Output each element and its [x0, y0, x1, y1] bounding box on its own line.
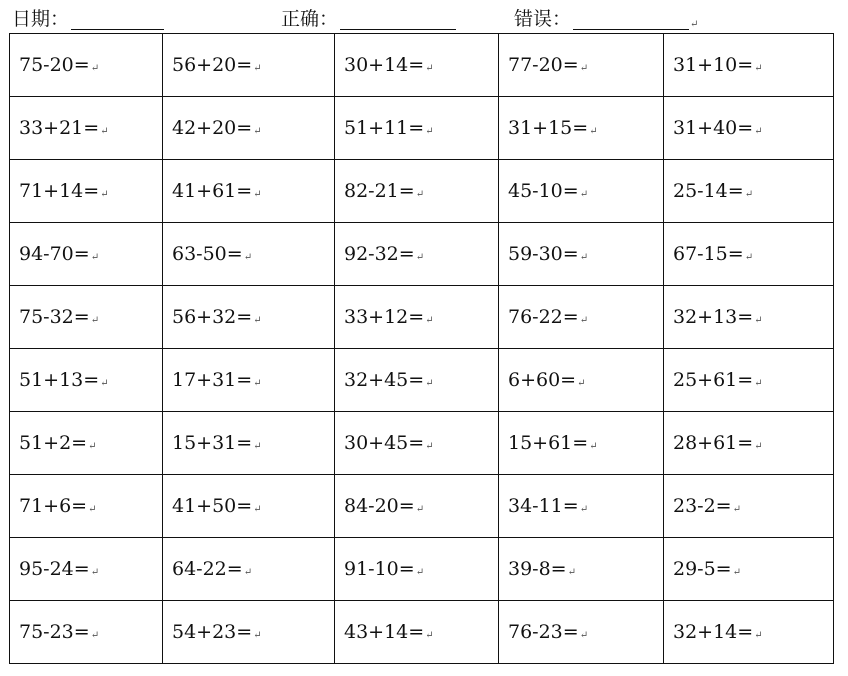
problem-text: 71+6= — [19, 495, 88, 517]
problem-cell — [335, 412, 499, 475]
table-row — [10, 97, 834, 160]
problem-text: 34-11= — [508, 495, 579, 517]
problem-text: 91-10= — [344, 558, 415, 580]
problem-cell — [163, 412, 335, 475]
table-row — [10, 286, 834, 349]
paragraph-mark-icon: ↵ — [90, 63, 100, 74]
problem-cell — [664, 223, 834, 286]
problem-cell — [335, 34, 499, 97]
paragraph-mark-icon: ↵ — [100, 189, 109, 200]
correct-label: 正确： — [281, 8, 339, 30]
paragraph-mark-icon: ↵ — [579, 504, 589, 515]
problem-cell — [664, 349, 834, 412]
problem-cell — [499, 349, 664, 412]
problem-text: 43+14= — [344, 621, 425, 643]
paragraph-mark-icon: ↵ — [579, 630, 589, 641]
paragraph-mark-icon: ↵ — [754, 630, 763, 641]
arithmetic-table — [9, 33, 834, 664]
problem-text: 15+61= — [508, 432, 589, 454]
problem-cell — [664, 286, 834, 349]
problem-text: 32+45= — [344, 369, 425, 391]
problem-text: 31+10= — [673, 54, 754, 76]
problem-text: 33+12= — [344, 306, 425, 328]
problem-text: 41+61= — [172, 180, 253, 202]
table-row — [10, 475, 834, 538]
paragraph-mark-icon: ↵ — [253, 504, 262, 515]
problem-cell — [335, 286, 499, 349]
problem-cell — [10, 412, 163, 475]
table-row — [10, 538, 834, 601]
paragraph-mark-icon: ↵ — [253, 315, 262, 326]
problem-cell — [10, 160, 163, 223]
paragraph-mark-icon: ↵ — [754, 441, 763, 452]
paragraph-mark-icon: ↵ — [732, 567, 741, 578]
paragraph-mark-icon: ↵ — [425, 126, 434, 137]
problem-cell — [335, 160, 499, 223]
date-blank-line — [71, 9, 164, 30]
paragraph-mark-icon: ↵ — [579, 252, 589, 263]
problem-text: 92-32= — [344, 243, 415, 265]
problem-text: 67-15= — [673, 243, 744, 265]
paragraph-mark-icon: ↵ — [415, 189, 425, 200]
paragraph-mark-icon: ↵ — [567, 567, 576, 578]
problem-text: 23-2= — [673, 495, 732, 517]
problem-cell — [163, 160, 335, 223]
paragraph-mark-icon: ↵ — [90, 567, 100, 578]
paragraph-mark-icon: ↵ — [90, 630, 100, 641]
problem-cell — [335, 349, 499, 412]
problem-text: 71+14= — [19, 180, 100, 202]
problem-cell — [499, 97, 664, 160]
paragraph-mark-icon: ↵ — [253, 189, 262, 200]
worksheet-header — [0, 0, 848, 34]
problem-text: 30+45= — [344, 432, 425, 454]
problem-cell — [664, 538, 834, 601]
table-row — [10, 223, 834, 286]
problem-cell — [163, 34, 335, 97]
problem-cell — [335, 97, 499, 160]
table-row — [10, 412, 834, 475]
problem-text: 77-20= — [508, 54, 579, 76]
problem-text: 54+23= — [172, 621, 253, 643]
problem-cell — [335, 601, 499, 664]
wrong-label: 错误： — [514, 8, 572, 30]
paragraph-mark-icon: ↵ — [243, 252, 253, 263]
problem-cell — [499, 538, 664, 601]
arithmetic-table-body — [10, 34, 834, 664]
paragraph-mark-icon: ↵ — [754, 378, 763, 389]
problem-text: 25-14= — [673, 180, 744, 202]
problem-text: 41+50= — [172, 495, 253, 517]
paragraph-mark-icon: ↵ — [90, 252, 100, 263]
problem-text: 32+13= — [673, 306, 754, 328]
problem-cell — [163, 286, 335, 349]
problem-text: 39-8= — [508, 558, 567, 580]
problem-cell — [664, 475, 834, 538]
problem-cell — [664, 601, 834, 664]
table-row — [10, 601, 834, 664]
problem-cell — [664, 97, 834, 160]
date-field — [12, 4, 164, 30]
problem-cell — [499, 223, 664, 286]
paragraph-mark-icon: ↵ — [589, 126, 598, 137]
problem-text: 31+40= — [673, 117, 754, 139]
problem-cell — [10, 475, 163, 538]
problem-cell — [163, 97, 335, 160]
problem-text: 32+14= — [673, 621, 754, 643]
paragraph-mark-icon: ↵ — [589, 441, 598, 452]
problem-cell — [163, 538, 335, 601]
problem-text: 15+31= — [172, 432, 253, 454]
problem-text: 33+21= — [19, 117, 100, 139]
problem-text: 59-30= — [508, 243, 579, 265]
problem-cell — [499, 286, 664, 349]
problem-cell — [664, 160, 834, 223]
problem-text: 51+11= — [344, 117, 425, 139]
paragraph-mark-icon: ↵ — [243, 567, 253, 578]
paragraph-mark-icon: ↵ — [425, 630, 434, 641]
problem-text: 63-50= — [172, 243, 243, 265]
paragraph-mark-icon: ↵ — [253, 126, 262, 137]
problem-text: 75-23= — [19, 621, 90, 643]
problem-cell — [499, 160, 664, 223]
paragraph-mark-icon: ↵ — [744, 252, 754, 263]
table-row — [10, 160, 834, 223]
table-row — [10, 34, 834, 97]
paragraph-mark-icon: ↵ — [754, 63, 763, 74]
problem-text: 45-10= — [508, 180, 579, 202]
problem-cell — [10, 97, 163, 160]
problem-cell — [499, 34, 664, 97]
problem-cell — [499, 412, 664, 475]
paragraph-mark-icon: ↵ — [415, 567, 425, 578]
problem-cell — [10, 223, 163, 286]
problem-cell — [163, 601, 335, 664]
problem-text: 82-21= — [344, 180, 415, 202]
wrong-blank-line — [573, 9, 689, 30]
problem-cell — [10, 538, 163, 601]
problem-cell — [664, 412, 834, 475]
problem-text: 94-70= — [19, 243, 90, 265]
problem-cell — [163, 475, 335, 538]
date-label: 日期： — [12, 8, 70, 30]
paragraph-mark-icon: ↵ — [579, 315, 589, 326]
paragraph-mark-icon: ↵ — [754, 126, 763, 137]
paragraph-mark-icon: ↵ — [577, 378, 586, 389]
paragraph-mark-icon: ↵ — [744, 189, 754, 200]
problem-text: 30+14= — [344, 54, 425, 76]
problem-text: 25+61= — [673, 369, 754, 391]
table-row — [10, 349, 834, 412]
problem-cell — [499, 601, 664, 664]
paragraph-mark-icon: ↵ — [579, 63, 589, 74]
correct-field — [281, 4, 456, 30]
problem-text: 95-24= — [19, 558, 90, 580]
paragraph-mark-icon: ↵ — [579, 189, 589, 200]
problem-cell — [10, 601, 163, 664]
paragraph-mark-icon: ↵ — [425, 441, 434, 452]
problem-text: 17+31= — [172, 369, 253, 391]
problem-text: 75-20= — [19, 54, 90, 76]
problem-text: 56+32= — [172, 306, 253, 328]
problem-cell — [10, 349, 163, 412]
paragraph-mark-icon: ↵ — [690, 19, 699, 30]
problem-cell — [163, 349, 335, 412]
correct-blank-line — [340, 9, 456, 30]
problem-text: 56+20= — [172, 54, 253, 76]
paragraph-mark-icon: ↵ — [732, 504, 741, 515]
paragraph-mark-icon: ↵ — [754, 315, 763, 326]
paragraph-mark-icon: ↵ — [88, 441, 97, 452]
problem-text: 76-22= — [508, 306, 579, 328]
paragraph-mark-icon: ↵ — [415, 504, 425, 515]
problem-text: 31+15= — [508, 117, 589, 139]
problem-cell — [335, 475, 499, 538]
problem-text: 28+61= — [673, 432, 754, 454]
problem-text: 29-5= — [673, 558, 732, 580]
paragraph-mark-icon: ↵ — [253, 378, 262, 389]
paragraph-mark-icon: ↵ — [100, 378, 109, 389]
paragraph-mark-icon: ↵ — [415, 252, 425, 263]
problem-text: 64-22= — [172, 558, 243, 580]
problem-text: 51+2= — [19, 432, 88, 454]
problem-text: 6+60= — [508, 369, 577, 391]
paragraph-mark-icon: ↵ — [425, 315, 434, 326]
problem-text: 42+20= — [172, 117, 253, 139]
problem-cell — [335, 538, 499, 601]
problem-cell — [664, 34, 834, 97]
paragraph-mark-icon: ↵ — [88, 504, 97, 515]
problem-cell — [10, 286, 163, 349]
paragraph-mark-icon: ↵ — [253, 63, 262, 74]
paragraph-mark-icon: ↵ — [425, 63, 434, 74]
paragraph-mark-icon: ↵ — [253, 441, 262, 452]
problem-text: 76-23= — [508, 621, 579, 643]
problem-cell — [163, 223, 335, 286]
paragraph-mark-icon: ↵ — [253, 630, 262, 641]
paragraph-mark-icon: ↵ — [90, 315, 100, 326]
paragraph-mark-icon: ↵ — [425, 378, 434, 389]
paragraph-mark-icon: ↵ — [100, 126, 109, 137]
problem-text: 84-20= — [344, 495, 415, 517]
problem-cell — [335, 223, 499, 286]
problem-cell — [499, 475, 664, 538]
problem-text: 51+13= — [19, 369, 100, 391]
problem-cell — [10, 34, 163, 97]
wrong-field — [514, 4, 698, 30]
problem-text: 75-32= — [19, 306, 90, 328]
